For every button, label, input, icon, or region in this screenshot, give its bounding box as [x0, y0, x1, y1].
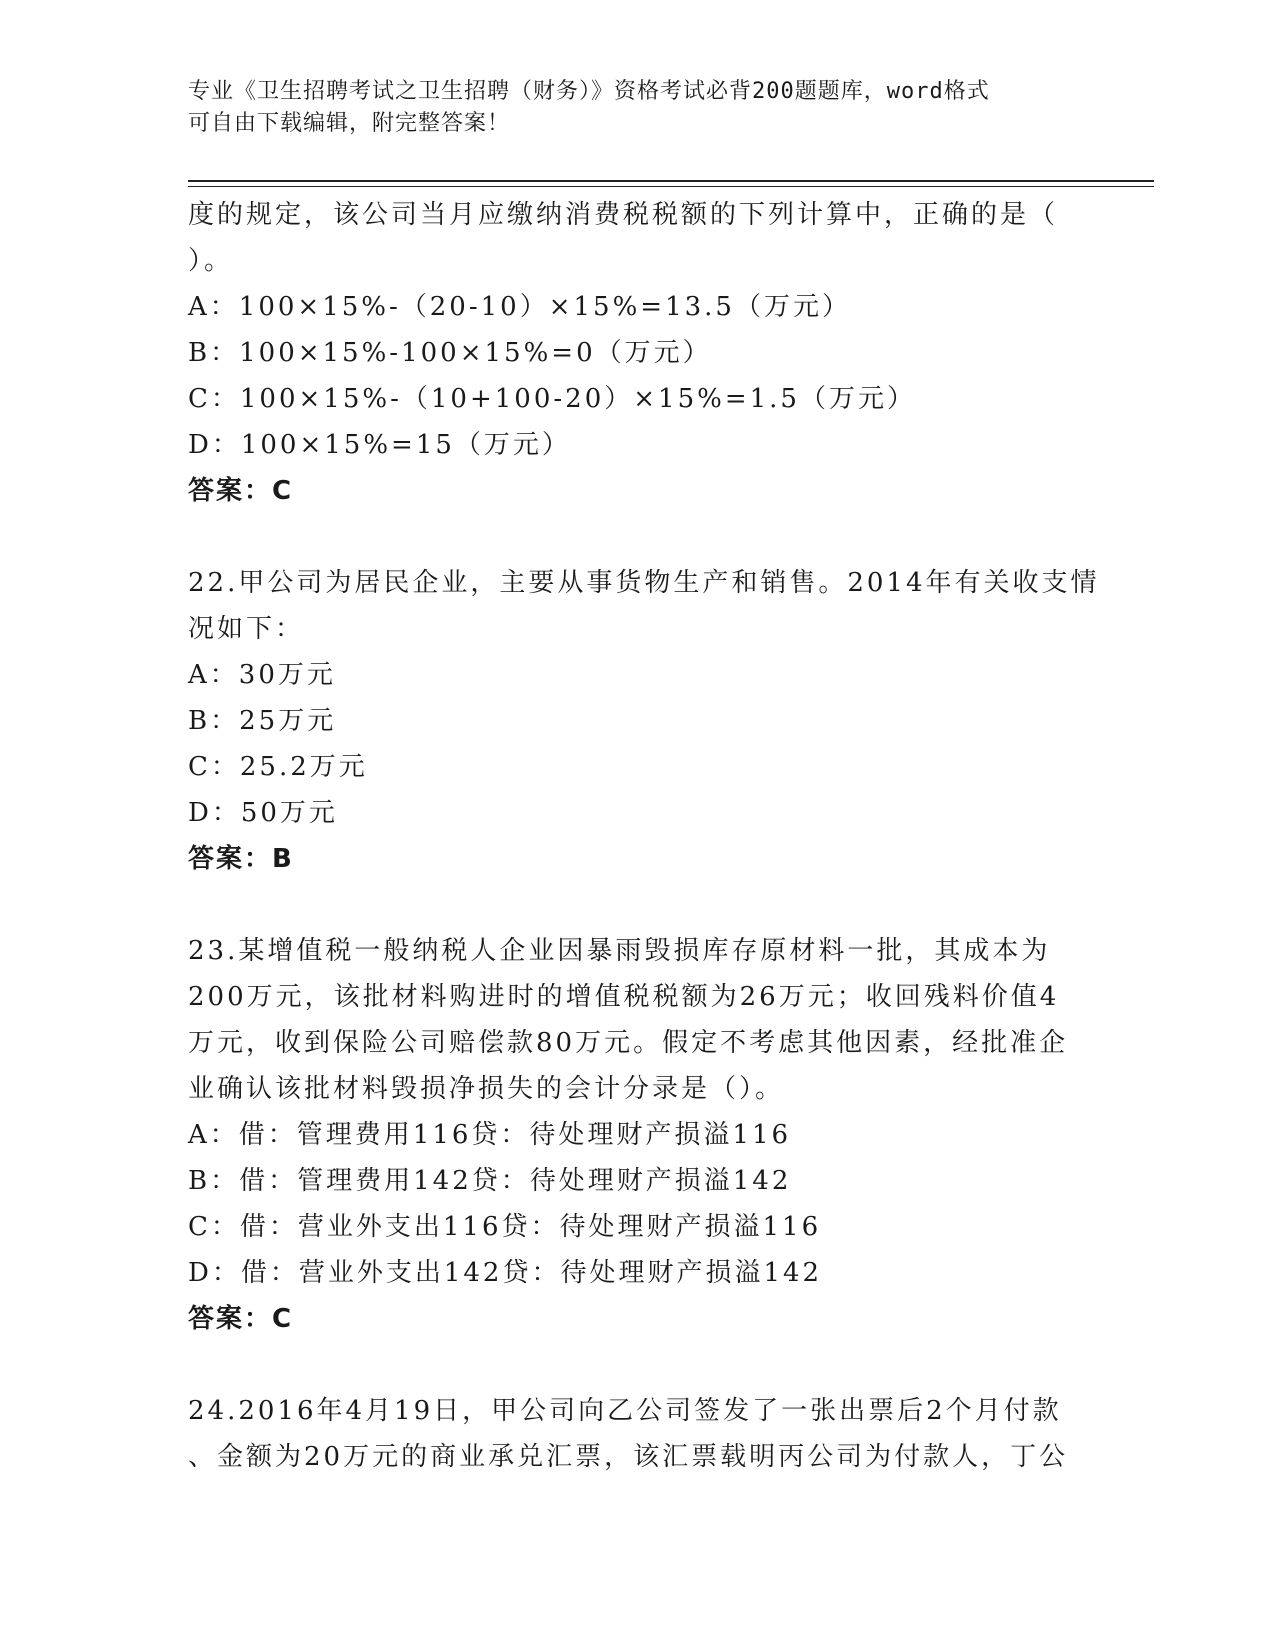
question-text-line: 况如下： — [188, 614, 305, 644]
question-text-line: ）。 — [188, 246, 234, 276]
answer-label: 答案：C — [188, 1304, 294, 1334]
question-24 — [188, 1388, 1088, 1480]
header-divider-thick — [188, 180, 1154, 182]
question-text-line: 200万元，该批材料购进时的增值税税额为26万元；收回残料价值4 — [188, 982, 1060, 1012]
header-line-2: 可自由下载编辑，附完整答案！ — [188, 111, 511, 136]
option-d: D：100×15%=15（万元） — [188, 430, 571, 460]
question-content — [188, 192, 1100, 1480]
question-text-line: 22.甲公司为居民企业，主要从事货物生产和销售。2014年有关收支情 — [188, 568, 1100, 598]
question-text-line: 万元，收到保险公司赔偿款80万元。假定不考虑其他因素，经批准企 — [188, 1028, 1069, 1058]
question-text-line: 23.某增值税一般纳税人企业因暴雨毁损库存原材料一批，其成本为 — [188, 936, 1051, 966]
option-c: C：100×15%-（10+100-20）×15%=1.5（万元） — [188, 384, 916, 414]
option-c: C：25.2万元 — [188, 752, 368, 782]
spacer — [188, 1342, 1088, 1388]
answer-label: 答案：B — [188, 844, 294, 874]
option-c: C：借：营业外支出116贷：待处理财产损溢116 — [188, 1212, 822, 1242]
question-23 — [188, 928, 1088, 1342]
question-text-line: 、金额为20万元的商业承兑汇票，该汇票载明丙公司为付款人，丁公 — [188, 1442, 1069, 1472]
option-a: A：借：管理费用116贷：待处理财产损溢116 — [188, 1120, 792, 1150]
question-text-line: 24.2016年4月19日，甲公司向乙公司签发了一张出票后2个月付款 — [188, 1396, 1062, 1426]
option-d: D：借：营业外支出142贷：待处理财产损溢142 — [188, 1258, 823, 1288]
option-b: B：借：管理费用142贷：待处理财产损溢142 — [188, 1166, 792, 1196]
question-22 — [188, 560, 1100, 882]
option-a: A：100×15%-（20-10）×15%=13.5（万元） — [188, 292, 851, 322]
option-a: A：30万元 — [188, 660, 336, 690]
option-b: B：100×15%-100×15%=0（万元） — [188, 338, 712, 368]
answer-label: 答案：C — [188, 476, 294, 506]
question-21 — [188, 192, 1088, 514]
question-text-line: 度的规定，该公司当月应缴纳消费税税额的下列计算中，正确的是（ — [188, 200, 1059, 230]
option-d: D：50万元 — [188, 798, 338, 828]
header-divider-thin — [188, 186, 1154, 187]
spacer — [188, 514, 1088, 560]
document-header — [188, 76, 1088, 140]
spacer — [188, 882, 1088, 928]
option-b: B：25万元 — [188, 706, 337, 736]
question-text-line: 业确认该批材料毁损净损失的会计分录是（）。 — [188, 1074, 785, 1104]
header-line-1: 专业《卫生招聘考试之卫生招聘（财务）》资格考试必背200题题库，word格式 — [188, 79, 990, 104]
